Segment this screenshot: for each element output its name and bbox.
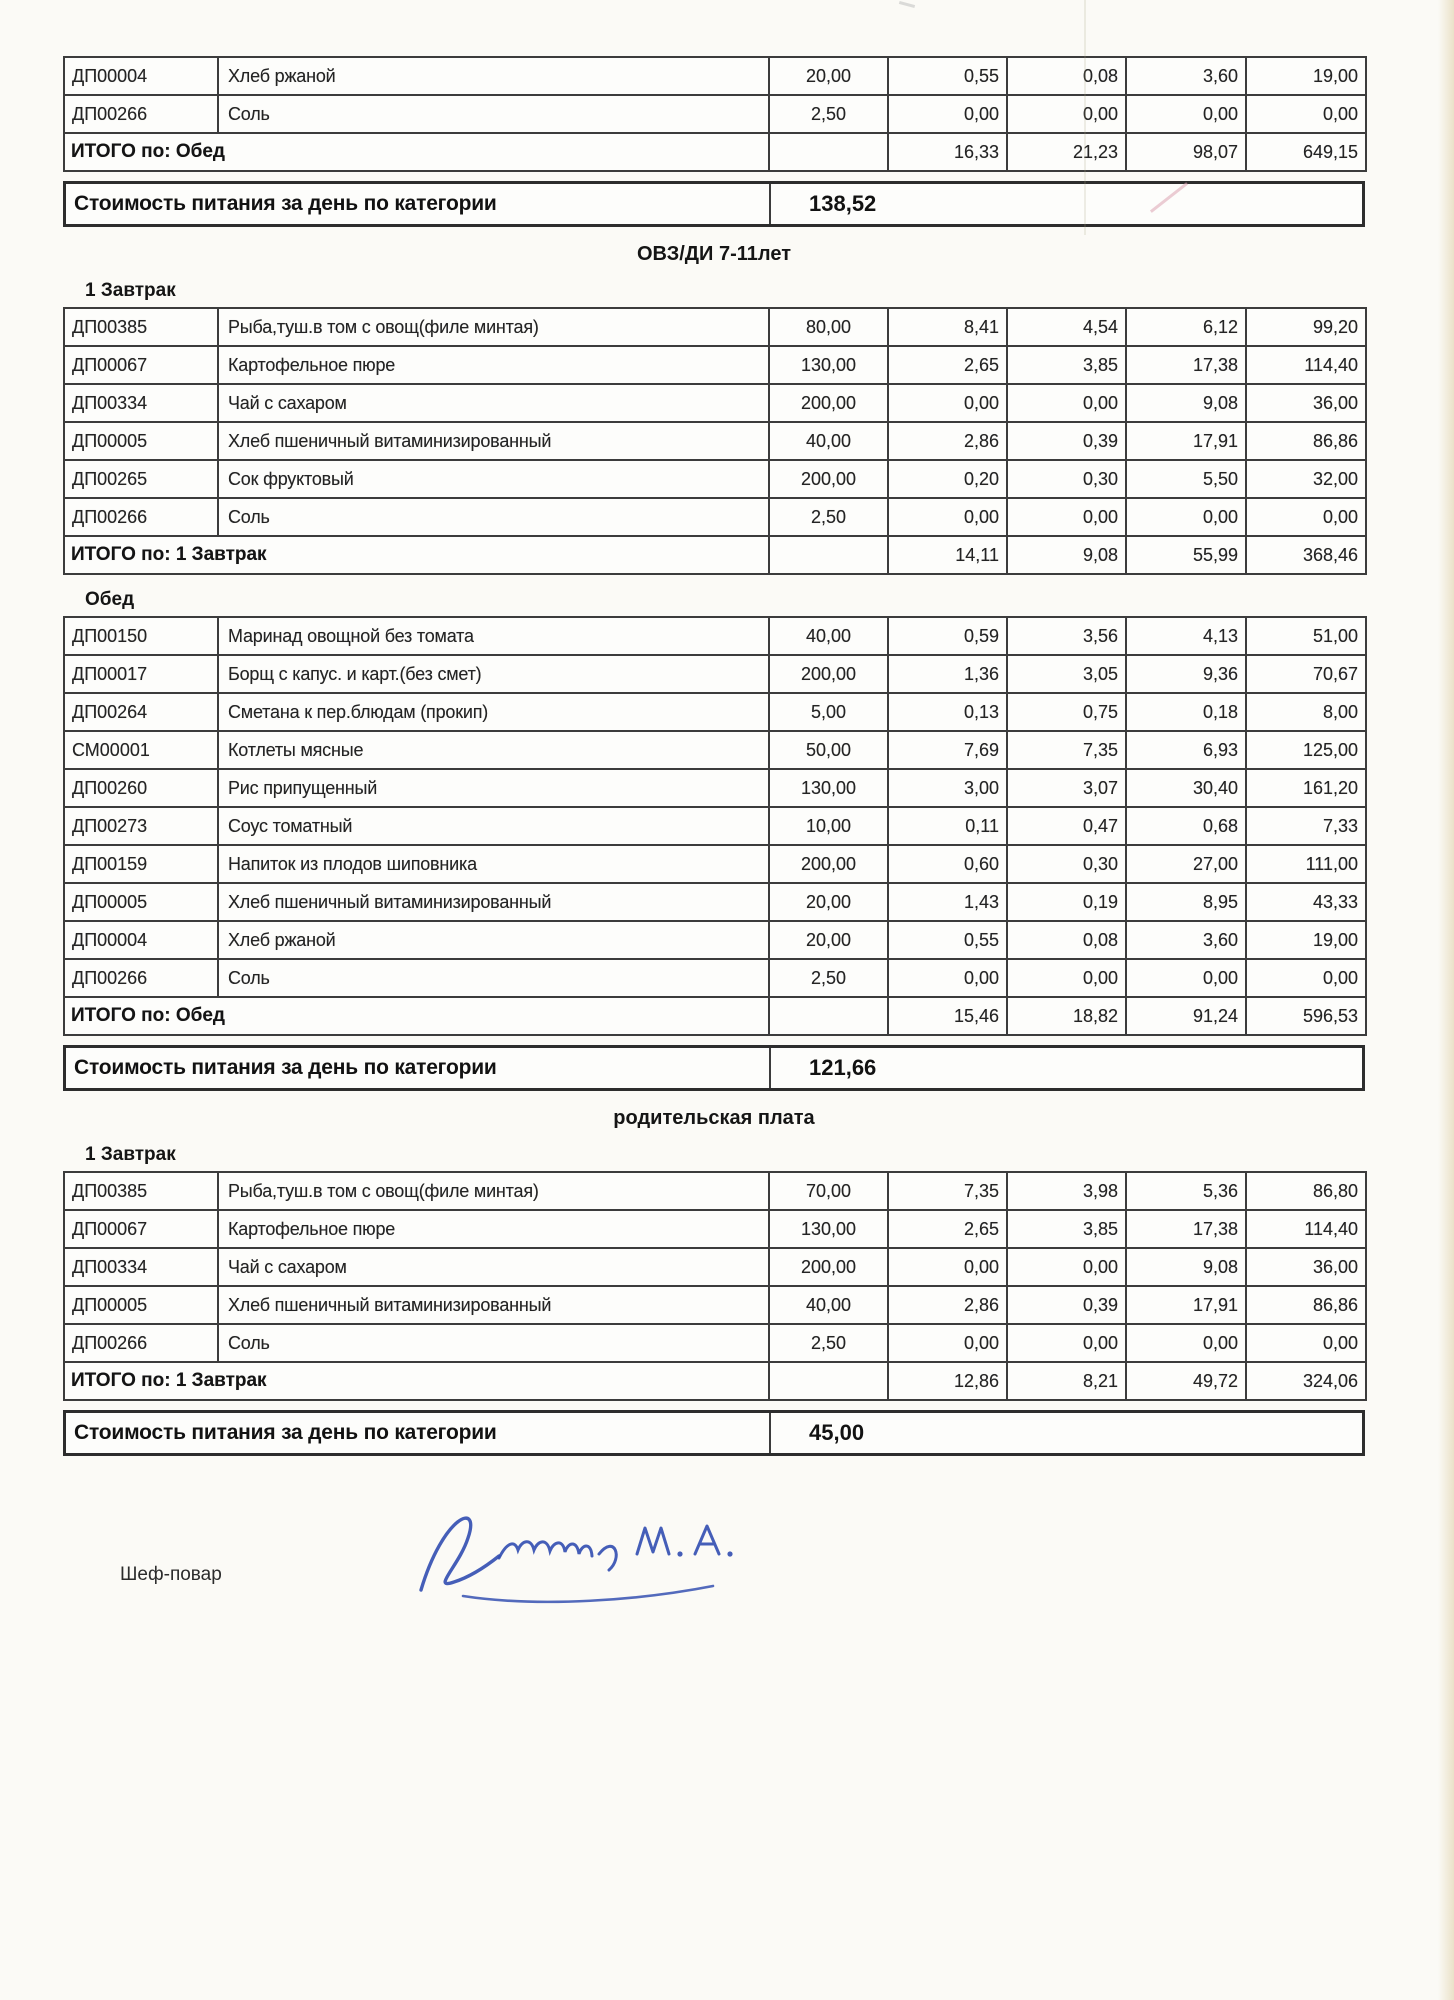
dish-name-cell: Соль <box>218 959 769 997</box>
total-value-cell: 12,86 <box>888 1362 1007 1400</box>
qty-cell: 10,00 <box>769 807 888 845</box>
qty-cell: 200,00 <box>769 1248 888 1286</box>
value-cell: 4,13 <box>1126 617 1246 655</box>
value-cell: 0,20 <box>888 460 1007 498</box>
table-row <box>64 655 1366 693</box>
table-row <box>64 498 1366 536</box>
dish-name-cell: Борщ с капус. и карт.(без смет) <box>218 655 769 693</box>
value-cell: 0,30 <box>1007 460 1126 498</box>
qty-cell: 40,00 <box>769 422 888 460</box>
scan-crease <box>1084 0 1086 235</box>
value-cell: 43,33 <box>1246 883 1366 921</box>
total-value-cell: 649,15 <box>1246 133 1366 171</box>
total-value-cell: 16,33 <box>888 133 1007 171</box>
value-cell: 0,08 <box>1007 57 1126 95</box>
total-qty-cell <box>769 133 888 171</box>
meal-title: Обед <box>85 589 135 610</box>
value-cell: 3,07 <box>1007 769 1126 807</box>
total-value-cell: 55,99 <box>1126 536 1246 574</box>
value-cell: 7,35 <box>1007 731 1126 769</box>
table-row <box>64 883 1366 921</box>
total-label-cell: ИТОГО по: Обед <box>64 997 769 1035</box>
value-cell: 2,65 <box>888 346 1007 384</box>
value-cell: 0,00 <box>1126 498 1246 536</box>
value-cell: 17,38 <box>1126 346 1246 384</box>
value-cell: 5,50 <box>1126 460 1246 498</box>
qty-cell: 2,50 <box>769 1324 888 1362</box>
dish-code-cell: ДП00005 <box>64 422 218 460</box>
dish-code-cell: ДП00266 <box>64 498 218 536</box>
total-qty-cell <box>769 1362 888 1400</box>
category-title: родительская плата <box>613 1107 815 1129</box>
value-cell: 7,33 <box>1246 807 1366 845</box>
qty-cell: 130,00 <box>769 1210 888 1248</box>
daily-cost-label: Стоимость питания за день по категории <box>66 1048 771 1088</box>
dish-name-cell: Сметана к пер.блюдам (прокип) <box>218 693 769 731</box>
value-cell: 0,00 <box>1126 1324 1246 1362</box>
value-cell: 0,00 <box>888 1324 1007 1362</box>
value-cell: 8,00 <box>1246 693 1366 731</box>
total-label-cell: ИТОГО по: 1 Завтрак <box>64 1362 769 1400</box>
dish-code-cell: ДП00260 <box>64 769 218 807</box>
dish-name-cell: Хлеб пшеничный витаминизированный <box>218 1286 769 1324</box>
dish-code-cell: ДП00067 <box>64 1210 218 1248</box>
table-row <box>64 1248 1366 1286</box>
daily-cost-value: 45,00 <box>809 1420 865 1445</box>
dish-name-cell: Соль <box>218 498 769 536</box>
value-cell: 9,08 <box>1126 1248 1246 1286</box>
table-row <box>64 807 1366 845</box>
dish-name-cell: Чай с сахаром <box>218 1248 769 1286</box>
table-row <box>64 1172 1366 1210</box>
menu-report <box>63 56 1454 1456</box>
total-label-cell: ИТОГО по: 1 Завтрак <box>64 536 769 574</box>
value-cell: 0,00 <box>1246 959 1366 997</box>
value-cell: 3,60 <box>1126 57 1246 95</box>
value-cell: 3,56 <box>1007 617 1126 655</box>
meal-title: 1 Завтрак <box>85 1144 176 1165</box>
qty-cell: 200,00 <box>769 460 888 498</box>
dish-code-cell: ДП00005 <box>64 1286 218 1324</box>
value-cell: 7,35 <box>888 1172 1007 1210</box>
qty-cell: 200,00 <box>769 384 888 422</box>
value-cell: 4,54 <box>1007 308 1126 346</box>
dish-name-cell: Рис припущенный <box>218 769 769 807</box>
value-cell: 0,18 <box>1126 693 1246 731</box>
daily-cost-value: 138,52 <box>809 191 877 216</box>
table-row <box>64 308 1366 346</box>
table-row <box>64 422 1366 460</box>
total-value-cell: 14,11 <box>888 536 1007 574</box>
dish-name-cell: Хлеб пшеничный витаминизированный <box>218 422 769 460</box>
value-cell: 114,40 <box>1246 1210 1366 1248</box>
daily-cost-row <box>63 1045 1365 1091</box>
value-cell: 0,00 <box>1007 959 1126 997</box>
dish-code-cell: ДП00004 <box>64 57 218 95</box>
total-value-cell: 98,07 <box>1126 133 1246 171</box>
total-value-cell: 18,82 <box>1007 997 1126 1035</box>
table-row <box>64 769 1366 807</box>
dish-code-cell: ДП00385 <box>64 1172 218 1210</box>
dish-code-cell: ДП00334 <box>64 1248 218 1286</box>
total-value-cell: 324,06 <box>1246 1362 1366 1400</box>
dish-name-cell: Хлеб пшеничный витаминизированный <box>218 883 769 921</box>
value-cell: 51,00 <box>1246 617 1366 655</box>
value-cell: 0,11 <box>888 807 1007 845</box>
value-cell: 0,00 <box>888 1248 1007 1286</box>
total-qty-cell <box>769 536 888 574</box>
daily-cost-row <box>63 181 1365 227</box>
value-cell: 19,00 <box>1246 921 1366 959</box>
value-cell: 0,00 <box>888 959 1007 997</box>
total-value-cell: 15,46 <box>888 997 1007 1035</box>
total-label-cell: ИТОГО по: Обед <box>64 133 769 171</box>
daily-cost-value: 121,66 <box>809 1055 877 1080</box>
value-cell: 36,00 <box>1246 384 1366 422</box>
value-cell: 125,00 <box>1246 731 1366 769</box>
table-row <box>64 346 1366 384</box>
table-row <box>64 693 1366 731</box>
signature-block <box>63 1508 1365 1678</box>
total-value-cell: 21,23 <box>1007 133 1126 171</box>
value-cell: 30,40 <box>1126 769 1246 807</box>
value-cell: 0,13 <box>888 693 1007 731</box>
table-row <box>64 460 1366 498</box>
value-cell: 0,00 <box>1007 1248 1126 1286</box>
meal-table <box>63 616 1367 1036</box>
value-cell: 0,47 <box>1007 807 1126 845</box>
value-cell: 9,36 <box>1126 655 1246 693</box>
dish-code-cell: ДП00159 <box>64 845 218 883</box>
value-cell: 0,30 <box>1007 845 1126 883</box>
daily-cost-row <box>63 1410 1365 1456</box>
dish-name-cell: Котлеты мясные <box>218 731 769 769</box>
category-title: ОВЗ/ДИ 7-11лет <box>636 243 792 265</box>
value-cell: 0,00 <box>1126 959 1246 997</box>
qty-cell: 50,00 <box>769 731 888 769</box>
qty-cell: 200,00 <box>769 845 888 883</box>
table-row <box>64 384 1366 422</box>
value-cell: 3,05 <box>1007 655 1126 693</box>
dish-code-cell: ДП00264 <box>64 693 218 731</box>
dish-code-cell: ДП00385 <box>64 308 218 346</box>
dish-name-cell: Соус томатный <box>218 807 769 845</box>
value-cell: 3,85 <box>1007 346 1126 384</box>
total-value-cell: 368,46 <box>1246 536 1366 574</box>
dish-name-cell: Картофельное пюре <box>218 346 769 384</box>
value-cell: 3,00 <box>888 769 1007 807</box>
meal-table <box>63 307 1367 575</box>
value-cell: 0,08 <box>1007 921 1126 959</box>
table-row <box>64 1210 1366 1248</box>
value-cell: 0,00 <box>888 384 1007 422</box>
table-row <box>64 1286 1366 1324</box>
table-row <box>64 731 1366 769</box>
value-cell: 17,91 <box>1126 422 1246 460</box>
dish-name-cell: Напиток из плодов шиповника <box>218 845 769 883</box>
qty-cell: 130,00 <box>769 769 888 807</box>
meal-title: 1 Завтрак <box>85 280 176 301</box>
value-cell: 17,91 <box>1126 1286 1246 1324</box>
value-cell: 86,80 <box>1246 1172 1366 1210</box>
value-cell: 0,55 <box>888 57 1007 95</box>
total-row <box>64 1362 1366 1400</box>
value-cell: 0,39 <box>1007 422 1126 460</box>
dish-name-cell: Хлеб ржаной <box>218 921 769 959</box>
value-cell: 0,00 <box>1246 1324 1366 1362</box>
qty-cell: 130,00 <box>769 346 888 384</box>
table-row <box>64 845 1366 883</box>
dish-name-cell: Картофельное пюре <box>218 1210 769 1248</box>
dish-name-cell: Маринад овощной без томата <box>218 617 769 655</box>
value-cell: 0,00 <box>888 498 1007 536</box>
qty-cell: 2,50 <box>769 498 888 536</box>
total-value-cell: 596,53 <box>1246 997 1366 1035</box>
dish-code-cell: ДП00150 <box>64 617 218 655</box>
daily-cost-label: Стоимость питания за день по категории <box>66 184 771 224</box>
qty-cell: 2,50 <box>769 95 888 133</box>
qty-cell: 80,00 <box>769 308 888 346</box>
dish-code-cell: ДП00266 <box>64 1324 218 1362</box>
daily-cost-label: Стоимость питания за день по категории <box>66 1413 771 1453</box>
value-cell: 0,39 <box>1007 1286 1126 1324</box>
qty-cell: 70,00 <box>769 1172 888 1210</box>
meal-table <box>63 1171 1367 1401</box>
value-cell: 32,00 <box>1246 460 1366 498</box>
table-row <box>64 57 1366 95</box>
value-cell: 2,65 <box>888 1210 1007 1248</box>
qty-cell: 20,00 <box>769 883 888 921</box>
value-cell: 7,69 <box>888 731 1007 769</box>
qty-cell: 200,00 <box>769 655 888 693</box>
value-cell: 0,00 <box>888 95 1007 133</box>
value-cell: 1,43 <box>888 883 1007 921</box>
qty-cell: 20,00 <box>769 57 888 95</box>
chef-signature <box>401 1492 831 1632</box>
value-cell: 0,75 <box>1007 693 1126 731</box>
value-cell: 19,00 <box>1246 57 1366 95</box>
total-qty-cell <box>769 997 888 1035</box>
scan-edge-shadow <box>1438 0 1454 2000</box>
value-cell: 1,36 <box>888 655 1007 693</box>
total-row <box>64 133 1366 171</box>
dish-name-cell: Рыба,туш.в том с овощ(филе минтая) <box>218 308 769 346</box>
total-row <box>64 536 1366 574</box>
qty-cell: 2,50 <box>769 959 888 997</box>
chef-label: Шеф-повар <box>120 1564 222 1585</box>
value-cell: 114,40 <box>1246 346 1366 384</box>
value-cell: 0,00 <box>1007 384 1126 422</box>
total-row <box>64 997 1366 1035</box>
value-cell: 0,00 <box>1246 498 1366 536</box>
value-cell: 111,00 <box>1246 845 1366 883</box>
total-value-cell: 49,72 <box>1126 1362 1246 1400</box>
value-cell: 86,86 <box>1246 1286 1366 1324</box>
value-cell: 86,86 <box>1246 422 1366 460</box>
value-cell: 3,98 <box>1007 1172 1126 1210</box>
meal-table <box>63 56 1367 172</box>
dish-code-cell: СМ00001 <box>64 731 218 769</box>
value-cell: 3,60 <box>1126 921 1246 959</box>
value-cell: 6,93 <box>1126 731 1246 769</box>
qty-cell: 40,00 <box>769 617 888 655</box>
value-cell: 0,19 <box>1007 883 1126 921</box>
table-row <box>64 959 1366 997</box>
dish-code-cell: ДП00017 <box>64 655 218 693</box>
table-row <box>64 921 1366 959</box>
value-cell: 3,85 <box>1007 1210 1126 1248</box>
value-cell: 17,38 <box>1126 1210 1246 1248</box>
value-cell: 8,41 <box>888 308 1007 346</box>
table-row <box>64 617 1366 655</box>
dish-name-cell: Сок фруктовый <box>218 460 769 498</box>
dish-code-cell: ДП00004 <box>64 921 218 959</box>
value-cell: 0,68 <box>1126 807 1246 845</box>
value-cell: 0,60 <box>888 845 1007 883</box>
dish-name-cell: Чай с сахаром <box>218 384 769 422</box>
value-cell: 36,00 <box>1246 1248 1366 1286</box>
value-cell: 0,59 <box>888 617 1007 655</box>
dish-code-cell: ДП00266 <box>64 959 218 997</box>
total-value-cell: 8,21 <box>1007 1362 1126 1400</box>
dish-code-cell: ДП00067 <box>64 346 218 384</box>
dish-code-cell: ДП00266 <box>64 95 218 133</box>
value-cell: 2,86 <box>888 422 1007 460</box>
value-cell: 27,00 <box>1126 845 1246 883</box>
qty-cell: 5,00 <box>769 693 888 731</box>
table-row <box>64 1324 1366 1362</box>
dish-name-cell: Соль <box>218 95 769 133</box>
value-cell: 8,95 <box>1126 883 1246 921</box>
qty-cell: 40,00 <box>769 1286 888 1324</box>
value-cell: 0,00 <box>1007 498 1126 536</box>
dish-code-cell: ДП00334 <box>64 384 218 422</box>
value-cell: 0,55 <box>888 921 1007 959</box>
dish-code-cell: ДП00005 <box>64 883 218 921</box>
dish-name-cell: Хлеб ржаной <box>218 57 769 95</box>
value-cell: 6,12 <box>1126 308 1246 346</box>
value-cell: 161,20 <box>1246 769 1366 807</box>
dish-name-cell: Рыба,туш.в том с овощ(филе минтая) <box>218 1172 769 1210</box>
value-cell: 70,67 <box>1246 655 1366 693</box>
total-value-cell: 91,24 <box>1126 997 1246 1035</box>
dish-code-cell: ДП00265 <box>64 460 218 498</box>
value-cell: 99,20 <box>1246 308 1366 346</box>
value-cell: 2,86 <box>888 1286 1007 1324</box>
qty-cell: 20,00 <box>769 921 888 959</box>
value-cell: 0,00 <box>1246 95 1366 133</box>
value-cell: 9,08 <box>1126 384 1246 422</box>
total-value-cell: 9,08 <box>1007 536 1126 574</box>
dish-name-cell: Соль <box>218 1324 769 1362</box>
value-cell: 0,00 <box>1007 95 1126 133</box>
value-cell: 5,36 <box>1126 1172 1246 1210</box>
table-row <box>64 95 1366 133</box>
dish-code-cell: ДП00273 <box>64 807 218 845</box>
value-cell: 0,00 <box>1126 95 1246 133</box>
value-cell: 0,00 <box>1007 1324 1126 1362</box>
